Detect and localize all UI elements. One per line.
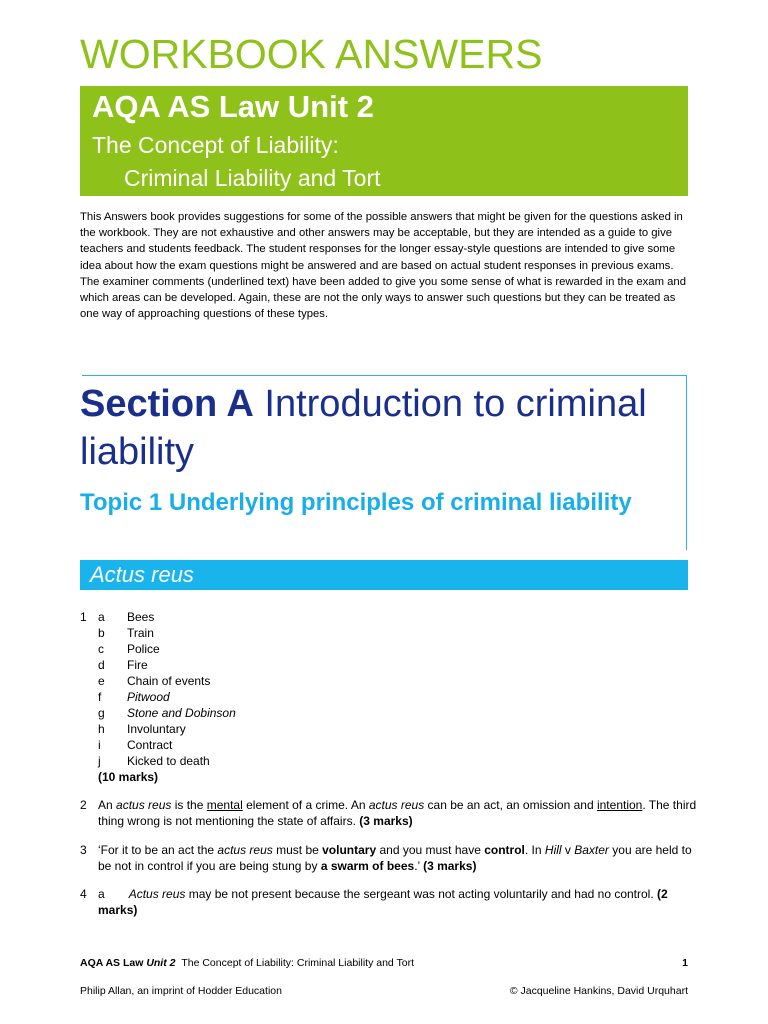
answer-text: Kicked to death [127,754,210,768]
question-2-text [98,798,696,828]
text-run: you are held to be not in control if you are being stung by [98,843,692,873]
text-run: actus reus [368,798,425,812]
answer-letter: d [98,658,105,672]
text-run: a swarm of bees [320,859,415,873]
answer-letter: h [98,722,105,736]
text-run: Baxter [574,843,609,857]
answer-letter: f [98,690,102,704]
question-1-marks: (10 marks) [98,770,159,784]
text-run: control [484,843,525,857]
subtopic-label: Actus reus [90,562,194,587]
section-side-rule [686,375,687,550]
text-run: and you must have [376,843,485,857]
answer-text: Contract [127,738,173,752]
question-1-number: 1 [80,610,87,624]
section-title [80,380,685,476]
section-top-rule [82,375,687,376]
text-run: Hill [544,843,562,857]
intro-paragraph [80,209,692,322]
question-4-letter: a [98,887,105,901]
text-run: . In [524,843,545,857]
text-run: must be [272,843,323,857]
footer-book-prefix: AQA AS Law [80,957,147,969]
text-run: ‘For it to be an act the [98,843,218,857]
text-run: actus reus [116,798,172,812]
text-run: (3 marks) [423,859,477,873]
answer-text: Involuntary [127,722,186,736]
text-run: .’ [414,859,424,873]
text-run: intention [596,798,643,812]
text-run: can be an act, an omission and [424,798,597,812]
question-2-number: 2 [80,798,87,812]
text-run: actus reus [217,843,273,857]
section-label: Section A [80,383,254,425]
text-run: . The third thing wrong is not mentioning the state of affairs. [98,798,697,828]
subtitle-line-2: Criminal Liability and Tort [124,165,381,191]
footer-book-title [80,956,414,970]
text-run: (3 marks) [359,814,413,828]
text-run: Actus reus [128,887,186,901]
question-3 [80,842,700,874]
question-4-number: 4 [80,887,87,901]
text-run: is the [171,798,207,812]
text-run: mental [206,798,243,812]
answer-letter: e [98,674,105,688]
answer-letter: b [98,626,105,640]
answer-text: Fire [127,658,148,672]
topic-title: Topic 1 Underlying principles of criminal liability [80,489,632,516]
copyright: © Jacqueline Hankins, David Urquhart [509,985,688,997]
question-4-text [98,887,668,917]
answer-letter: i [98,738,101,752]
text-run: An [98,798,117,812]
answer-text: Pitwood [127,690,170,704]
question-4 [80,886,700,918]
text-run: (2 marks) [98,887,668,917]
answer-letter: c [98,642,104,656]
course-title: AQA AS Law Unit 2 [92,89,374,124]
answer-text: Police [127,642,160,656]
subtitle-line-1: The Concept of Liability: [92,132,339,158]
text-run: voluntary [322,843,377,857]
answer-text: Train [127,626,154,640]
answer-letter: g [98,706,105,720]
text-run: element of a crime. An [242,798,369,812]
question-3-number: 3 [80,843,87,857]
answer-text: Chain of events [127,674,211,688]
text-run: This Answers book provides suggestions for some of the possible answers that might be given for the questions asked in the workbook. They are not exhaustive and other answers may be acceptable, but they are intended as a guide to give teachers and students feedback. The student responses for the longer essay-style questions are intended to give some idea about how the exam questions might be answered and are based on actual student responses in previous exams. The examiner comments (underlined text) have been added to give you some sense of what is rewarded in the exam and which areas can be developed. Again, these are not the only ways to answer such questions but they can be treated as one way of approaching questions of these types. [80,211,686,321]
question-3-text [98,843,692,873]
answer-letter: j [98,754,101,768]
publisher: Philip Allan, an imprint of Hodder Education [80,985,282,997]
text-run: v [561,843,575,857]
question-2 [80,797,700,829]
page-number: 1 [682,957,688,969]
text-run: may be not present because the sergeant was not acting voluntarily and had no control. [185,887,658,901]
footer-book-subtitle: The Concept of Liability: Criminal Liability and Tort [181,957,414,969]
answer-text: Stone and Dobinson [127,706,236,720]
answer-text: Bees [127,610,155,624]
section-title-text: Introduction to criminal liability [80,383,647,473]
footer-book-unit: Unit 2 [146,957,176,969]
answer-letter: a [98,610,105,624]
workbook-heading: WORKBOOK ANSWERS [80,31,543,77]
